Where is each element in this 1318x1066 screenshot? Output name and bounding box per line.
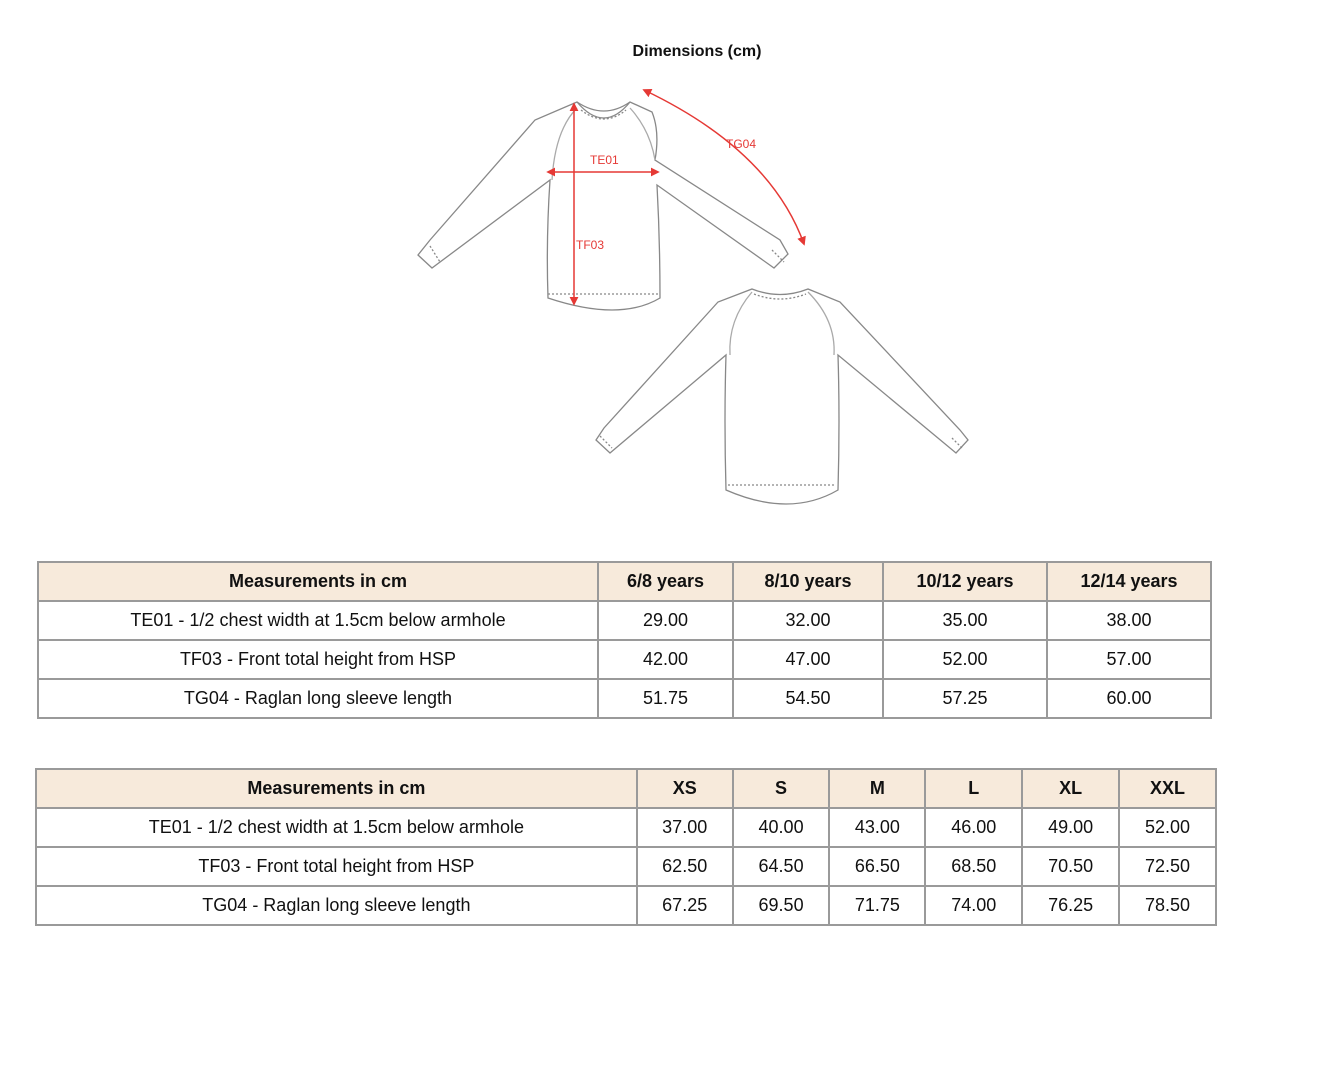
table-cell: 42.00 — [598, 640, 733, 679]
header-cell: M — [829, 769, 925, 808]
table-row — [36, 886, 1216, 925]
header-cell: XS — [637, 769, 733, 808]
table-cell: 76.25 — [1022, 886, 1119, 925]
table-cell: 46.00 — [925, 808, 1022, 847]
table-cell: 62.50 — [637, 847, 733, 886]
table-cell: 40.00 — [733, 808, 830, 847]
table-cell: 68.50 — [925, 847, 1022, 886]
back-shirt-icon — [596, 289, 968, 504]
table-cell: 54.50 — [733, 679, 883, 718]
table-cell: 70.50 — [1022, 847, 1119, 886]
header-cell: L — [925, 769, 1022, 808]
table-cell: 66.50 — [829, 847, 925, 886]
table-cell: 37.00 — [637, 808, 733, 847]
table-cell: 51.75 — [598, 679, 733, 718]
table-cell: 74.00 — [925, 886, 1022, 925]
kids-size-table — [37, 561, 1212, 719]
measurement-label: TE01 - 1/2 chest width at 1.5cm below armhole — [36, 808, 637, 847]
measurement-label: TE01 - 1/2 chest width at 1.5cm below armhole — [38, 601, 598, 640]
page-title: Dimensions (cm) — [632, 43, 762, 60]
table-cell: 38.00 — [1047, 601, 1211, 640]
header-cell: 8/10 years — [733, 562, 883, 601]
measurement-label: TG04 - Raglan long sleeve length — [36, 886, 637, 925]
table-cell: 71.75 — [829, 886, 925, 925]
table-header-row — [38, 562, 1211, 601]
table-cell: 29.00 — [598, 601, 733, 640]
table-cell: 69.50 — [733, 886, 830, 925]
table-row — [38, 679, 1211, 718]
front-shirt-icon — [418, 102, 788, 310]
header-cell: Measurements in cm — [36, 769, 637, 808]
garment-diagram — [400, 80, 1000, 520]
table-row — [38, 640, 1211, 679]
header-cell: S — [733, 769, 830, 808]
table-cell: 64.50 — [733, 847, 830, 886]
measurement-label: TF03 - Front total height from HSP — [38, 640, 598, 679]
table-row — [36, 808, 1216, 847]
table-row — [36, 847, 1216, 886]
tg04-label: TG04 — [726, 137, 757, 151]
measurement-arrows — [548, 90, 804, 304]
te01-label: TE01 — [590, 153, 619, 167]
table-cell: 52.00 — [1119, 808, 1216, 847]
table-cell: 35.00 — [883, 601, 1047, 640]
adult-size-table — [35, 768, 1217, 926]
header-cell: 6/8 years — [598, 562, 733, 601]
header-cell: XXL — [1119, 769, 1216, 808]
tf03-label: TF03 — [576, 238, 605, 252]
measurement-label: TF03 - Front total height from HSP — [36, 847, 637, 886]
table-cell: 72.50 — [1119, 847, 1216, 886]
measurement-label: TG04 - Raglan long sleeve length — [38, 679, 598, 718]
table-header-row — [36, 769, 1216, 808]
table-cell: 47.00 — [733, 640, 883, 679]
table-cell: 52.00 — [883, 640, 1047, 679]
header-cell: XL — [1022, 769, 1119, 808]
table-cell: 43.00 — [829, 808, 925, 847]
table-cell: 67.25 — [637, 886, 733, 925]
table-cell: 57.25 — [883, 679, 1047, 718]
table-cell: 60.00 — [1047, 679, 1211, 718]
table-cell: 78.50 — [1119, 886, 1216, 925]
header-cell: 12/14 years — [1047, 562, 1211, 601]
table-cell: 57.00 — [1047, 640, 1211, 679]
table-row — [38, 601, 1211, 640]
table-cell: 32.00 — [733, 601, 883, 640]
header-cell: Measurements in cm — [38, 562, 598, 601]
table-cell: 49.00 — [1022, 808, 1119, 847]
header-cell: 10/12 years — [883, 562, 1047, 601]
